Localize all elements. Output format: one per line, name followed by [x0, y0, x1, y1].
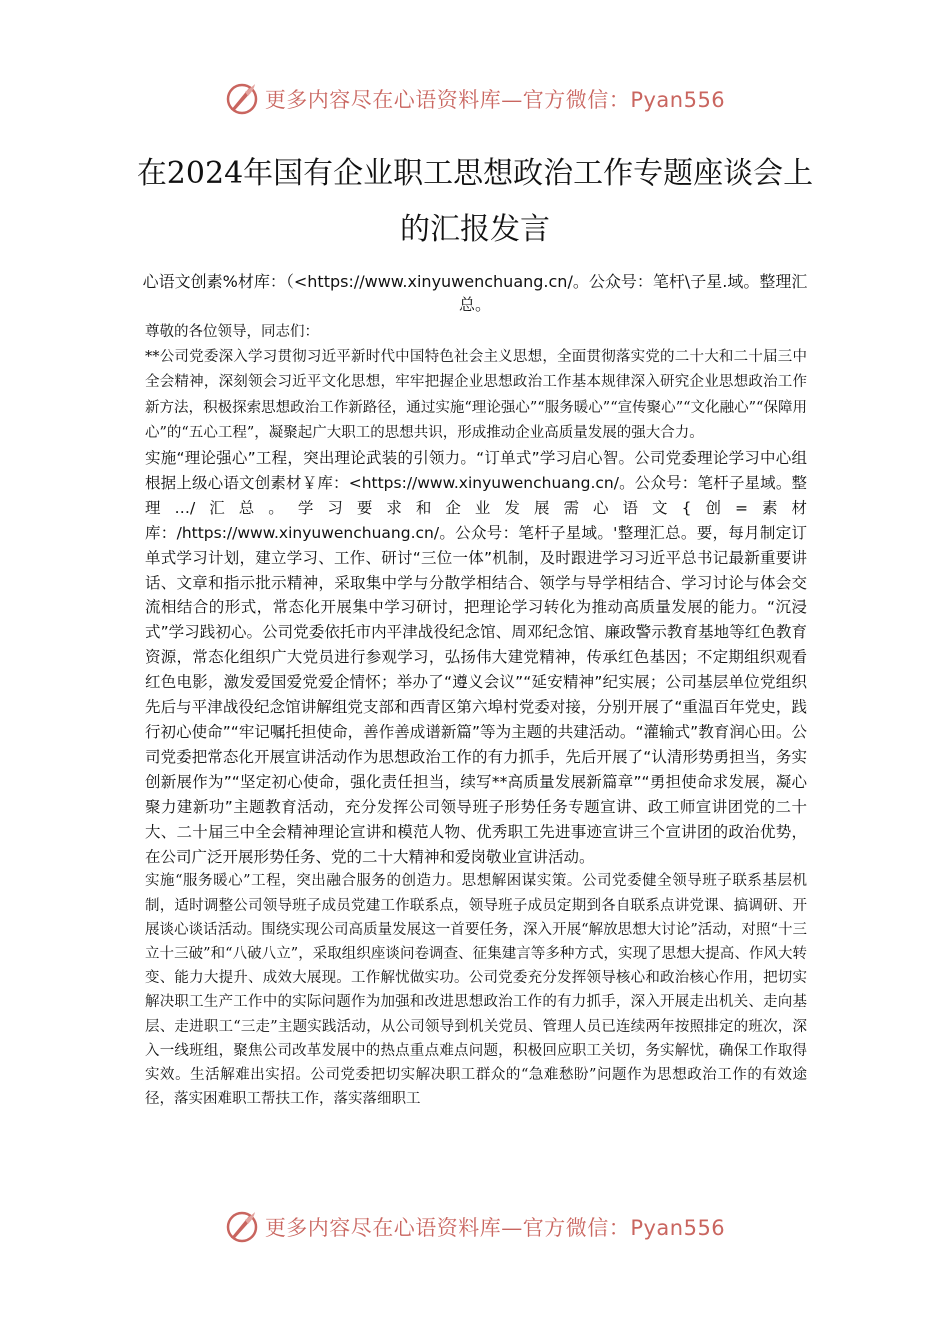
paragraph-service: 实施“服务暖心”工程，突出融合服务的创造力。思想解困谋实策。公司党委健全领导班子联系基层机制，适时调整公司领导班子成员党建工作联系点，领导班子成员定期到各自联系点讲党课、搞调研、开展谈心谈话活动。围绕实现公司高质量发展这一首要任务，深入开展“解放思想大讨论”活动，对照“十三立十三破”和“八破八立”，采取组织座谈问卷调查、征集建言等多种方式，实现了思想大提高、作风大转变、能力大提升、成效大展现。工作解忧做实功。公司党委充分发挥领导核心和政治核心作用，把切实解决职工生产工作中的实际问题作为加强和改进思想政治工作的有力抓手，深入开展走出机关、走向基层、走进职工“三走”主题实践活动，从公司领导到机关党员、管理人员已连续两年按照排定的班次，深入一线班组，聚焦公司改革发展中的热点重点难点问题，积极回应职工关切，务实解忧，确保工作取得实效。生活解难出实招。公司党委把切实解决职工群众的“急难愁盼”问题作为思想政治工作的有效途径，落实困难职工帮扶工作，落实落细职工: [145, 873, 807, 1108]
wechat-id: Pyan556: [630, 1216, 726, 1240]
banner-text: 更多内容尽在心语资料库—官方微信：Pyan556: [264, 1216, 726, 1240]
bottom-watermark-banner: [0, 1210, 950, 1244]
document-body: [145, 320, 807, 1111]
quill-pen-circle-icon: [225, 82, 259, 116]
greeting: 尊敬的各位领导，同志们：: [145, 324, 319, 340]
source-line: 心语文创素%材库：（<https://www.xinyuwenchuang.cn/。公众号：笔杆\子星.域。整理汇总。: [142, 272, 808, 314]
paragraph-theory: 实施“理论强心”工程，突出理论武装的引领力。“订单式”学习启心智。公司党委理论学习中心组根据上级心语文创素材￥库：<https://www.xinyuwenchuang.cn/。公众号：笔杆子星域。整理…/汇总。学习要求和企业发展需心语文{创=素材库：/https://www.xinyuwenchuang.cn/。公众号：笔杆子星域。'整理汇总。要，每月制定订单式学习计划，建立学习、工作、研讨“三位一体”机制，及时跟进学习习近平总书记最新重要讲话、文章和指示批示精神，采取集中学与分散学相结合、领学与导学相结合、学习讨论与体会交流相结合的形式，常态化开展集中学习研讨，把理论学习转化为推动高质量发展的能力。“沉浸式”学习践初心。公司党委依托市内平津战役纪念馆、周邓纪念馆、廉政警示教育基地等红色教育资源，常态化组织广大党员进行参观学习，弘扬伟大建党精神，传承红色基因；不定期组织观看红色电影，激发爱国爱党爱企情怀；举办了“遵义会议”“延安精神”纪实展；公司基层单位党组织先后与平津战役纪念馆讲解组党支部和西青区第六埠村党委对接，分别开展了“重温百年党史，践行初心使命”“牢记嘱托担使命，善作善成谱新篇”等为主题的共建活动。“灌输式”教育润心田。公司党委把常态化开展宣讲活动作为思想政治工作的有力抓手，先后开展了“认清形势勇担当，务实创新展作为”“坚定初心使命，强化责任担当，续写**高质量发展新篇章”“勇担使命求发展，凝心聚力建新功”主题教育活动，充分发挥公司领导班子形势任务专题宣讲、政工师宣讲团党的二十大、二十届三中全会精神理论宣讲和模范人物、优秀职工先进事迹宣讲三个宣讲团的政治优势，在公司广泛开展形势任务、党的二十大精神和爱岗敬业宣讲活动。: [145, 449, 807, 866]
document-title: 在2024年国有企业职工思想政治工作专题座谈会上的汇报发言: [136, 156, 814, 247]
quill-pen-circle-icon: [225, 1210, 259, 1244]
top-watermark-banner: [0, 82, 950, 116]
banner-text: 更多内容尽在心语资料库—官方微信：Pyan556: [264, 88, 726, 112]
wechat-id: Pyan556: [630, 88, 726, 112]
paragraph-intro: **公司党委深入学习贯彻习近平新时代中国特色社会主义思想，全面贯彻落实党的二十大和二十届三中全会精神，深刻领会习近平文化思想，牢牢把握企业思想政治工作基本规律深入研究企业思想政治工作新方法，积极探索思想政治工作新路径，通过实施“理论强心”“服务暖心”“宣传聚心”“文化融心”“保障用心”的“五心工程”，凝聚起广大职工的思想共识，形成推动企业高质量发展的强大合力。: [145, 349, 807, 441]
